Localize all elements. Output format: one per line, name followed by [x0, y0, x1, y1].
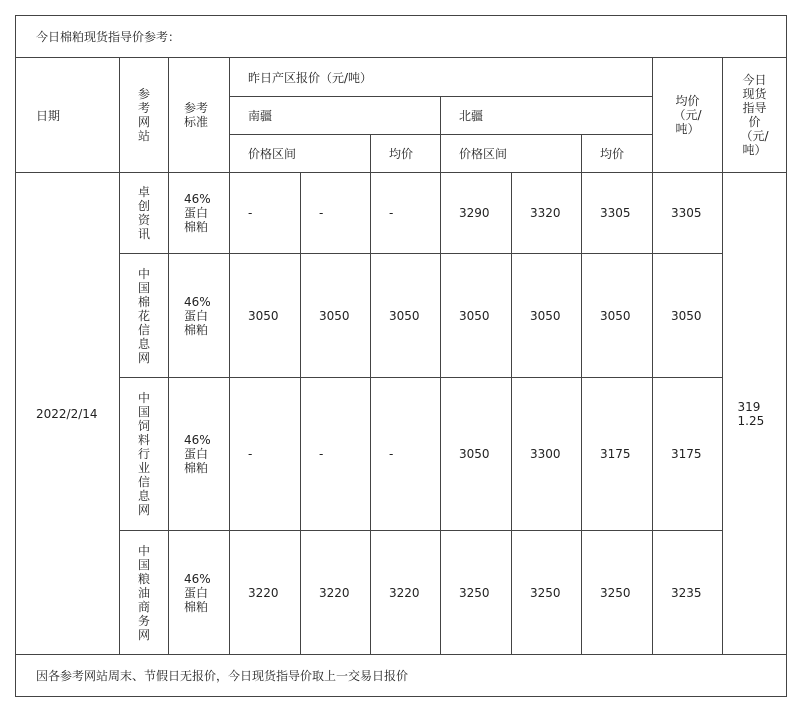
- header-south-avg: 均价: [371, 135, 441, 173]
- south-avg-cell: -: [371, 378, 441, 531]
- date-cell: 2022/2/14: [16, 173, 120, 655]
- header-north-range: 价格区间: [441, 135, 582, 173]
- header-south-range: 价格区间: [230, 135, 371, 173]
- north-high-cell: 3320: [512, 173, 582, 254]
- header-south-xinjiang: 南疆: [230, 97, 441, 135]
- south-low-cell: -: [230, 173, 301, 254]
- header-today-price: 今日现货指导价（元/吨）: [723, 58, 787, 173]
- table-row: [16, 531, 787, 655]
- south-high-cell: -: [301, 378, 371, 531]
- north-avg-cell: 3250: [582, 531, 653, 655]
- standard-cell: 46%蛋白棉粕: [169, 378, 230, 531]
- table-title: 今日棉粕现货指导价参考：: [16, 16, 787, 58]
- south-avg-cell: -: [371, 173, 441, 254]
- site-cell: 中国饲料行业信息网: [120, 378, 169, 531]
- north-low-cell: 3250: [441, 531, 512, 655]
- avg-cell: 3175: [653, 378, 723, 531]
- price-table-container: [15, 15, 786, 697]
- table-row: [16, 254, 787, 378]
- header-north-xinjiang: 北疆: [441, 97, 653, 135]
- header-yesterday-price: 昨日产区报价（元/吨）: [230, 58, 653, 97]
- header-date: 日期: [16, 58, 120, 173]
- north-high-cell: 3250: [512, 531, 582, 655]
- north-avg-cell: 3175: [582, 378, 653, 531]
- header-site: 参考网站: [120, 58, 169, 173]
- north-high-cell: 3300: [512, 378, 582, 531]
- table-row: [16, 378, 787, 531]
- north-high-cell: 3050: [512, 254, 582, 378]
- south-low-cell: 3220: [230, 531, 301, 655]
- avg-cell: 3305: [653, 173, 723, 254]
- north-avg-cell: 3305: [582, 173, 653, 254]
- standard-cell: 46%蛋白棉粕: [169, 531, 230, 655]
- avg-cell: 3050: [653, 254, 723, 378]
- north-low-cell: 3050: [441, 378, 512, 531]
- north-low-cell: 3290: [441, 173, 512, 254]
- south-avg-cell: 3050: [371, 254, 441, 378]
- standard-cell: 46%蛋白棉粕: [169, 173, 230, 254]
- avg-cell: 3235: [653, 531, 723, 655]
- south-high-cell: 3050: [301, 254, 371, 378]
- cotton-meal-price-table: [15, 15, 787, 697]
- site-cell: 卓创资讯: [120, 173, 169, 254]
- north-low-cell: 3050: [441, 254, 512, 378]
- footnote: 因各参考网站周末、节假日无报价，今日现货指导价取上一交易日报价: [16, 655, 787, 697]
- table-row: [16, 173, 787, 254]
- south-high-cell: -: [301, 173, 371, 254]
- header-north-avg: 均价: [582, 135, 653, 173]
- today-price-cell: 3191.25: [723, 173, 787, 655]
- south-high-cell: 3220: [301, 531, 371, 655]
- south-low-cell: -: [230, 378, 301, 531]
- header-average: 均价（元/吨）: [653, 58, 723, 173]
- site-cell: 中国棉花信息网: [120, 254, 169, 378]
- standard-cell: 46%蛋白棉粕: [169, 254, 230, 378]
- south-low-cell: 3050: [230, 254, 301, 378]
- south-avg-cell: 3220: [371, 531, 441, 655]
- header-standard: 参考标准: [169, 58, 230, 173]
- site-cell: 中国粮油商务网: [120, 531, 169, 655]
- north-avg-cell: 3050: [582, 254, 653, 378]
